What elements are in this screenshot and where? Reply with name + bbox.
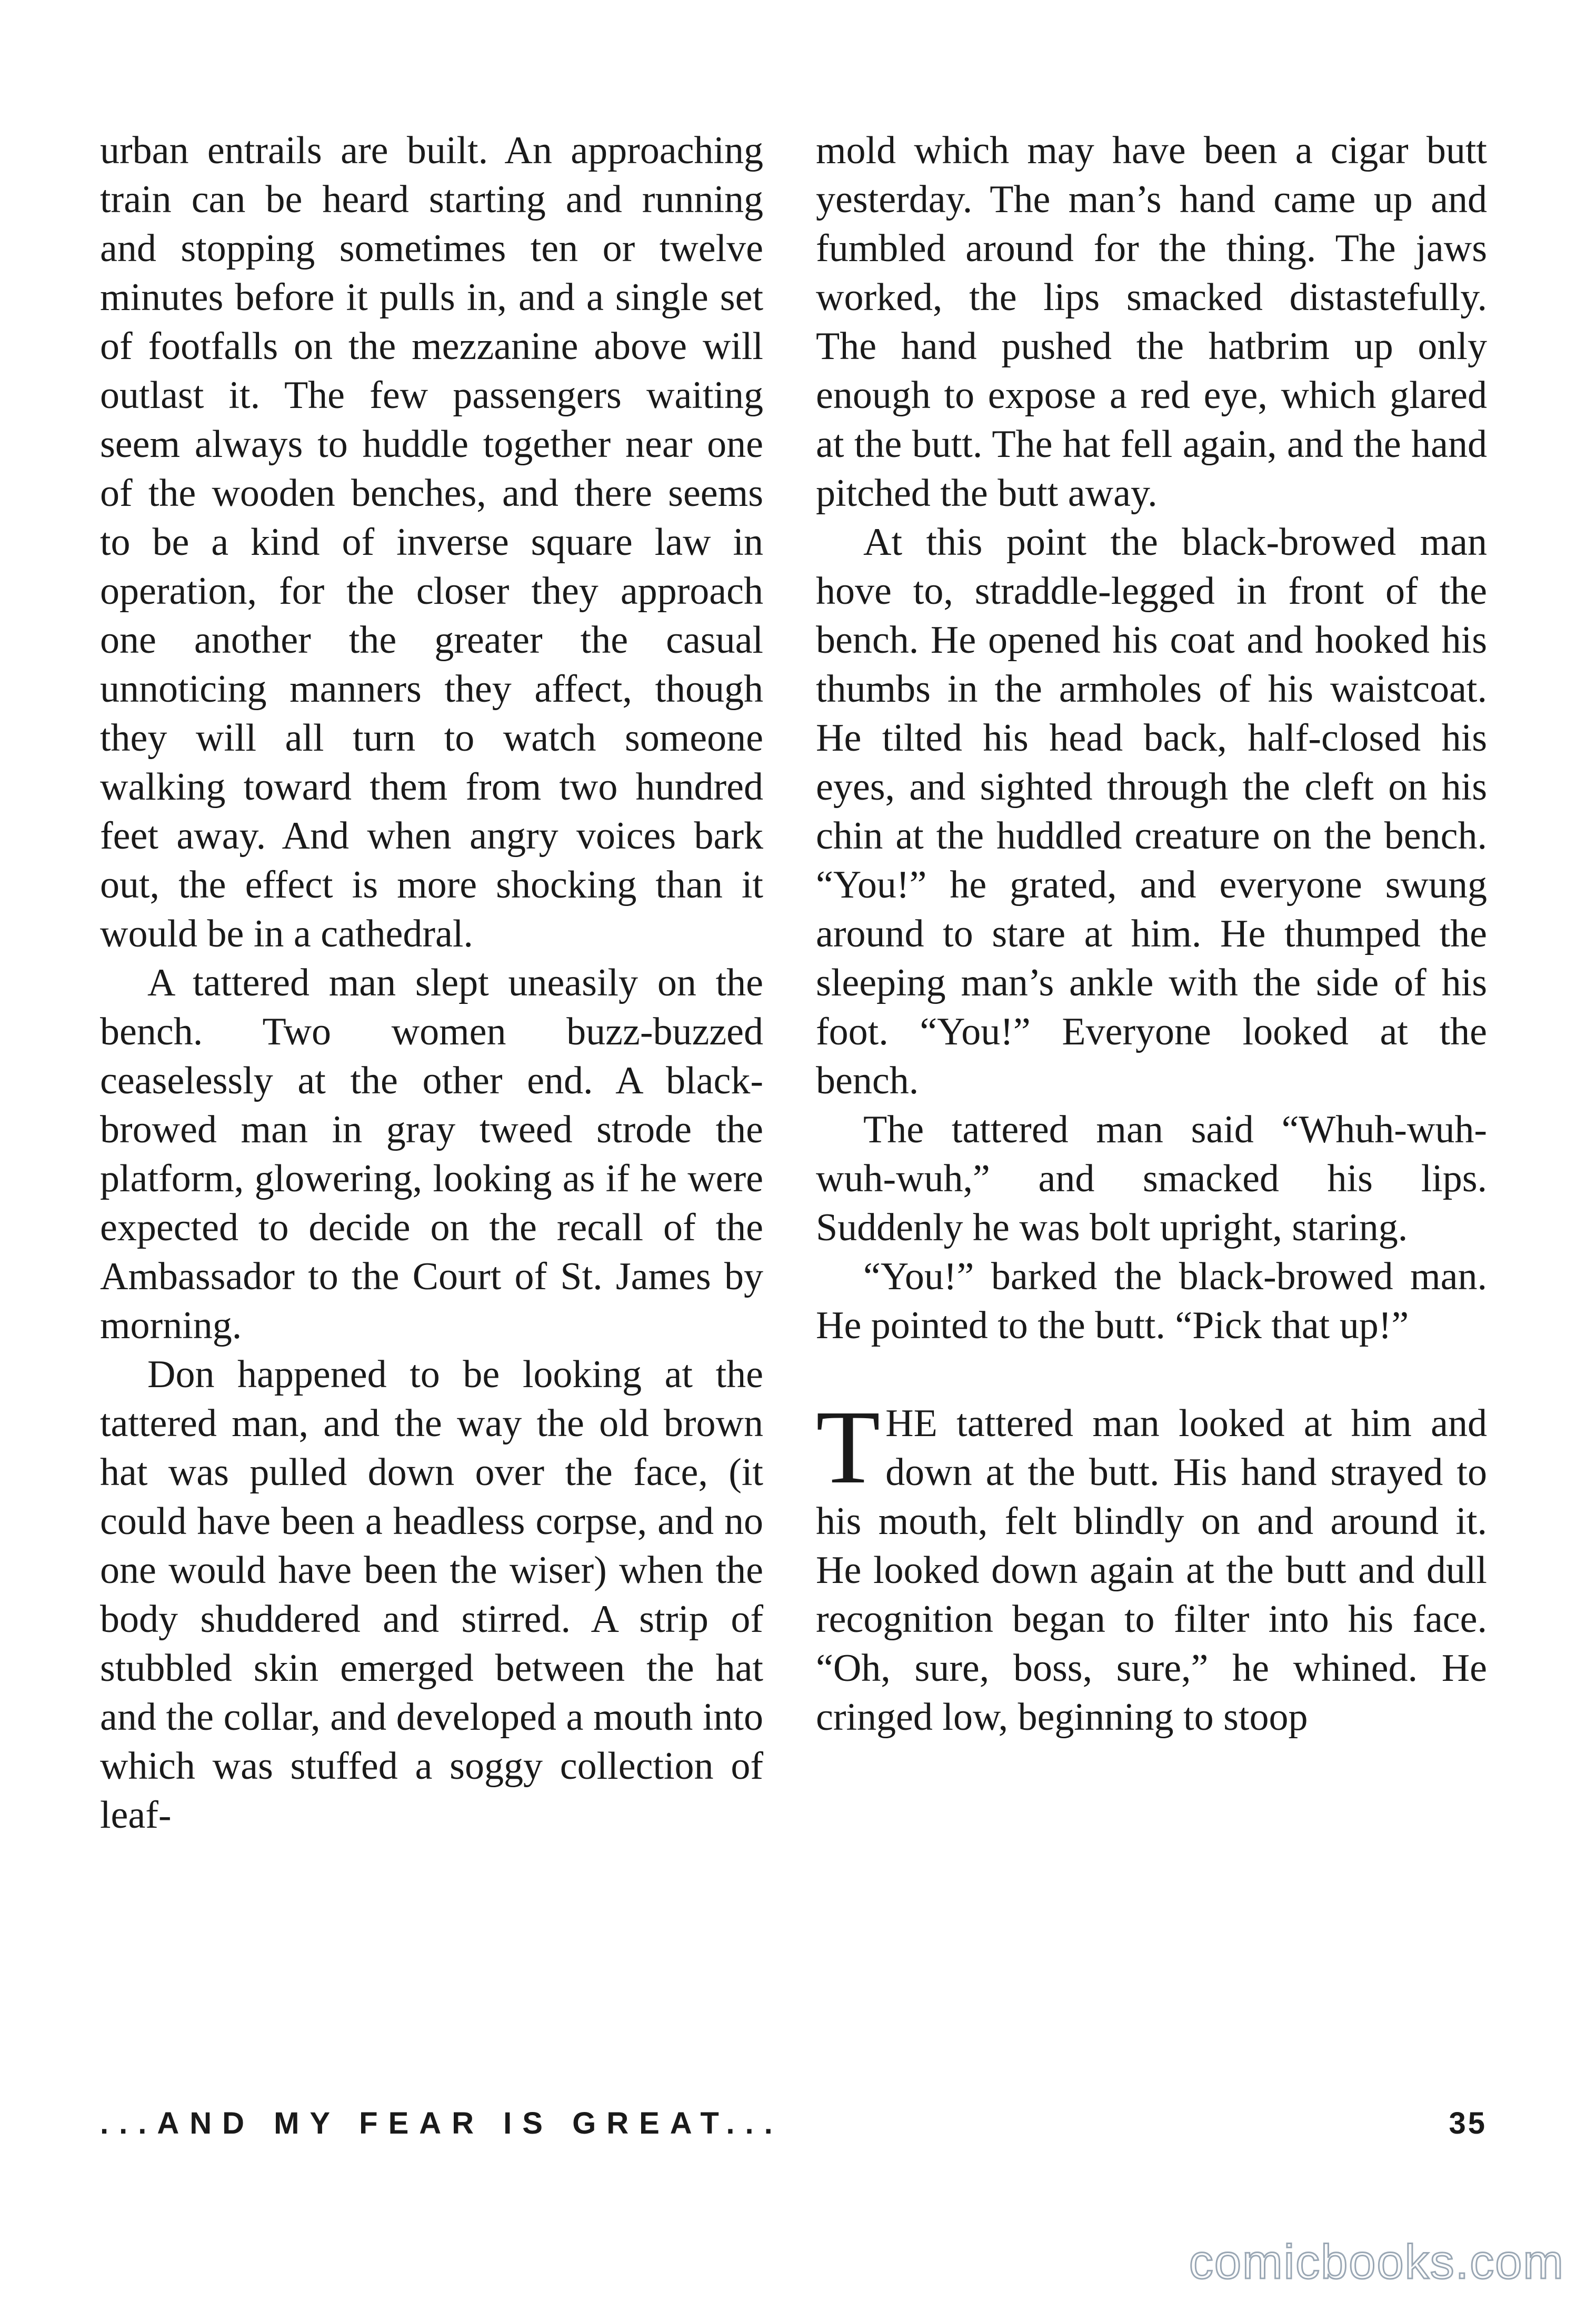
page-footer [100, 2106, 1487, 2153]
right-paragraph-2: At this point the black-browed man hove to, straddle-legged in front of the bench. He opened his coat and hooked his thumbs in the armholes of his waistcoat. He tilted his head back, half-closed his eyes, and sighted through the cleft on his chin at the huddled creature on the bench. “You!” he grated, and everyone swung around to stare at him. He thumped the sleeping man’s ankle with the side of his foot. “You!” Everyone looked at the bench. [816, 521, 1487, 1102]
dropcap-paragraph-text: HE tattered man looked at him and down at the butt. His hand strayed to his mouth, felt blindly on and around it. He looked down again at the butt and dull recognition began to filter into his face. “Oh, sure, boss, sure,” he whined. He cringed low, beginning to stoop [816, 1402, 1487, 1739]
dropcap-paragraph [816, 1389, 1487, 1742]
running-title: ...AND MY FEAR IS GREAT... [100, 2106, 783, 2140]
right-paragraph-4: “You!” barked the black-browed man. He pointed to the butt. “Pick that up!” [816, 1255, 1487, 1347]
left-column [100, 126, 763, 1840]
drop-cap-initial: T [816, 1389, 881, 1506]
right-paragraph-3: The tattered man said “Whuh-wuh-wuh-wuh,” and smacked his lips. Suddenly he was bolt upright, staring. [816, 1108, 1487, 1249]
left-paragraph-2: A tattered man slept uneasily on the bench. Two women buzz-buzzed ceaselessly at the other end. A black-browed man in gray tweed strode the platform, glowering, looking as if he were expected to decide on the recall of the Ambassador to the Court of St. James by morning. [100, 961, 763, 1347]
left-paragraph-3: Don happened to be looking at the tattered man, and the way the old brown hat was pulled down over the face, (it could have been a headless corpse, and no one would have been the wiser) when the body shuddered and stirred. A strip of stubbled skin emerged between the hat and the collar, and developed a mouth into which was stuffed a soggy collection of leaf- [100, 1353, 763, 1837]
page-number: 35 [1449, 2106, 1487, 2140]
right-column [816, 126, 1487, 1742]
left-paragraph-1: urban entrails are built. An approaching train can be heard starting and running and stopping sometimes ten or twelve minutes before it pulls in, and a single set of footfalls on the mezzanine above will outlast it. The few passengers waiting seem always to huddle together near one of the wooden benches, and there seems to be a kind of inverse square law in operation, for the closer they approach one another the greater the casual unnoticing manners they affect, though they will all turn to watch someone walking toward them from two hundred feet away. And when angry voices bark out, the effect is more shocking than it would be in a cathedral. [100, 129, 763, 955]
watermark: comicbooks.com [1189, 2235, 1564, 2289]
right-paragraph-1: mold which may have been a cigar butt yesterday. The man’s hand came up and fumbled around for the thing. The jaws worked, the lips smacked distastefully. The hand pushed the hatbrim up only enough to expose a red eye, which glared at the butt. The hat fell again, and the hand pitched the butt away. [816, 129, 1487, 515]
